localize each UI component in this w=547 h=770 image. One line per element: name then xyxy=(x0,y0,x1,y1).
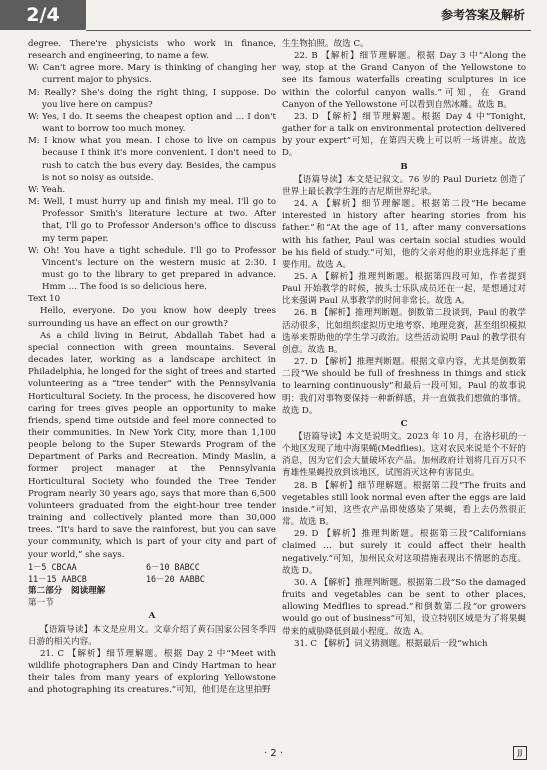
paragraph: 29. D 【解析】推理判断题。根据第三段“Californians claimed … but surely it could affect their health negatively.”可知，加州民众对这项措施表现出不情愿的态度。故选 D。 xyxy=(282,529,526,576)
footer-mark: JJ xyxy=(513,746,527,760)
passage-a-label: A xyxy=(148,611,156,622)
answer-cell: 11－15 AABCB xyxy=(28,573,87,584)
answer-row xyxy=(28,573,276,585)
paragraph: 21. C 【解析】细节理解题。根据 Day 2 中“Meet with wildlife photographers Dan and Cindy Hartman to hear their tales from many years of exploring Yellowstone and photographing its creatures.”可知，他们是在这里拍野 xyxy=(28,648,276,696)
header-rule xyxy=(86,30,531,31)
part2-title: 第二部分 阅读理解 xyxy=(28,586,106,597)
answer-cell: 6－10 BABCC xyxy=(146,561,200,572)
paragraph: M: I know what you mean. I chose to live on campus because I think it's more convenient. I don't need to rush to catch the bus every day. Besides, the campus is not so noisy as outside. xyxy=(28,136,276,183)
paragraph: 【语篇导读】本文是记叙文。76 岁的 Paul Durietz 创造了世界上最长教学生涯的吉尼斯世界纪录。 xyxy=(282,174,526,197)
right-column xyxy=(282,38,526,650)
paragraph: 26. B 【解析】推理判断题。倒数第二段谈到，Paul 的教学活动很多，比如组织虚拟历史地考察、地理竞赛，甚至组织模拟选举来帮助他的学生学习政治。这些活动说明 Paul 的教学很有创意。故选 B。 xyxy=(282,308,526,355)
answer-key xyxy=(28,561,276,585)
paragraph: As a child living in Beirut, Abdallah Tabet had a special connection with green mountains. Several decades later, working as a landscape architect in Philadelphia, he longed for the sight of trees and started volunteering as a “tree tender” with the Pennsylvania Horticultural Society. In the process, he discovered how caring for trees gives people an opportunity to make friends, spend time outside and feel more connected to their communities. In New York City, more than 1,100 people belong to the Super Stewards Program of the Department of Parks and Recreation. Mindy Maslin, a former project manager at the Pennsylvania Horticultural Society who founded the Tree Tender Program nearly 30 years ago, says that more than 6,500 volunteers graduated from the eight-hour tree tender training and collectively planted more than 30,000 trees. “It's hard to save the rainforest, but you can save your community, which is part of your city and part of your world,” she says. xyxy=(28,330,276,560)
passage-b-label: B xyxy=(400,161,408,172)
paragraph: 30. A 【解析】推理判断题。根据第二段“So the damaged fruits and vegetables can be sent to other places, allowing Medflies to spread.”和倒数第二段“or growers would go out of business”可知，设立特别区域是为了将果蝇带来的威胁降低到最小程度。故选 A。 xyxy=(282,577,526,637)
paragraph: W: Oh! You have a tight schedule. I'll go to Professor Vincent's lecture on the western music at 2:30. I must go to the library to get prepared in advance. Hmm … The food is so delicious here. xyxy=(28,245,276,293)
passage-a-explanations-cont xyxy=(282,38,526,160)
page-number: · 2 · xyxy=(263,748,284,759)
paragraph: 【语篇导读】本文是说明文。2023 年 10 月，在洛杉矶的一个地区发现了地中海果蝇(Medflies)。这对农民来说是个不好的消息，因为它们会大量破坏农产品。加州政府计划将几百万只不育雄性果蝇投放到该地区，试图消灭这种有害昆虫。 xyxy=(282,432,526,479)
paragraph: 31. C 【解析】词义猜测题。根据最后一段“which xyxy=(294,638,488,649)
page-badge: 2/4 xyxy=(0,0,86,30)
paragraph: 27. D 【解析】推理判断题。根据文章内容，尤其是倒数第二段“We should be full of freshness in things and stick to learning continuously”和最后一段可知，Paul 的故事说明：我们对事物要保持一种新鲜感，并一直做我们想做的事情。故选 D。 xyxy=(282,357,526,416)
passage-c-label: C xyxy=(400,418,408,429)
paragraph: M: Really? She's doing the right thing, I suppose. Do you live here on campus? xyxy=(28,87,276,110)
paragraph: M: Well, I must hurry up and finish my meal. I'll go to Professor Smith's literature lecture at two. After that, I'll go to Professor Anderson's office to discuss my term paper. xyxy=(28,197,276,244)
paragraph: Text 10 xyxy=(28,294,61,305)
left-column xyxy=(28,38,276,696)
paragraph: W: Yeah. xyxy=(28,184,66,195)
paragraph: 24. A 【解析】细节理解题。根据第二段“He became interested in history after hearing stories from his father.”和“At the age of 11, after many conversations with his father, Paul was certain social studies would be his field of study.”可知，他的父亲对他的职业选择起了重要作用。故选 A。 xyxy=(282,199,526,270)
paragraph: 28. B 【解析】细节理解题。根据第二段“The fruits and vegetables still look normal even after the eggs are laid inside.”可知，这些农产品即使感染了果蝇，看上去仍然很正常。故选 B。 xyxy=(282,480,526,528)
page-header xyxy=(0,0,547,36)
answer-cell: 1－5 CBCAA xyxy=(28,561,77,572)
header-title: 参考答案及解析 xyxy=(440,8,525,22)
paragraph: degree. There're physicists who work in finance, research and engineering, to name a few. xyxy=(28,39,276,62)
paragraph: W: Yes, I do. It seems the cheapest option and … I don't want to borrow too much money. xyxy=(28,111,276,135)
paragraph: Hello, everyone. Do you know how deeply trees surrounding us have an effect on our growth? xyxy=(28,306,276,329)
paragraph: 22. B 【解析】细节理解题。根据 Day 3 中“Along the way, stop at the Grand Canyon of the Yellowstone to see its famous waterfalls creating sculptures in ice within the colorful canyon walls.”可知，在 Grand Canyon of the Yellowstone 可以看到自然冰雕。故选 B。 xyxy=(282,51,526,110)
passage-a-explanations xyxy=(28,624,276,697)
section1-title: 第一节 xyxy=(28,598,54,609)
passage-c-explanations xyxy=(282,431,526,650)
listening-transcript xyxy=(28,38,276,561)
paragraph: 23. D 【解析】细节理解题。根据 Day 4 中“Tonight, gather for a talk on environmental protection delivered by your expert”可知，在第四天晚上可以听一场讲座。故选 D。 xyxy=(282,111,526,159)
paragraph: 【语篇导读】本文是应用文。文章介绍了黄石国家公园冬季四日游的相关内容。 xyxy=(28,624,276,647)
paragraph: 生生物拍照。故选 C。 xyxy=(282,39,369,49)
paragraph: W: Can't agree more. Mary is thinking of changing her current major to physics. xyxy=(28,63,276,86)
passage-b-explanations xyxy=(282,174,526,417)
paragraph: 25. A 【解析】推理判断题。根据第四段可知，作者提到 Paul 开始教学的时候，披头士乐队成员还在一起，是想通过对比来强调 Paul 从事教学的时间非常长。故选 A。 xyxy=(282,271,526,307)
answer-cell: 16－20 AABBC xyxy=(146,573,205,584)
answer-row xyxy=(28,561,276,573)
